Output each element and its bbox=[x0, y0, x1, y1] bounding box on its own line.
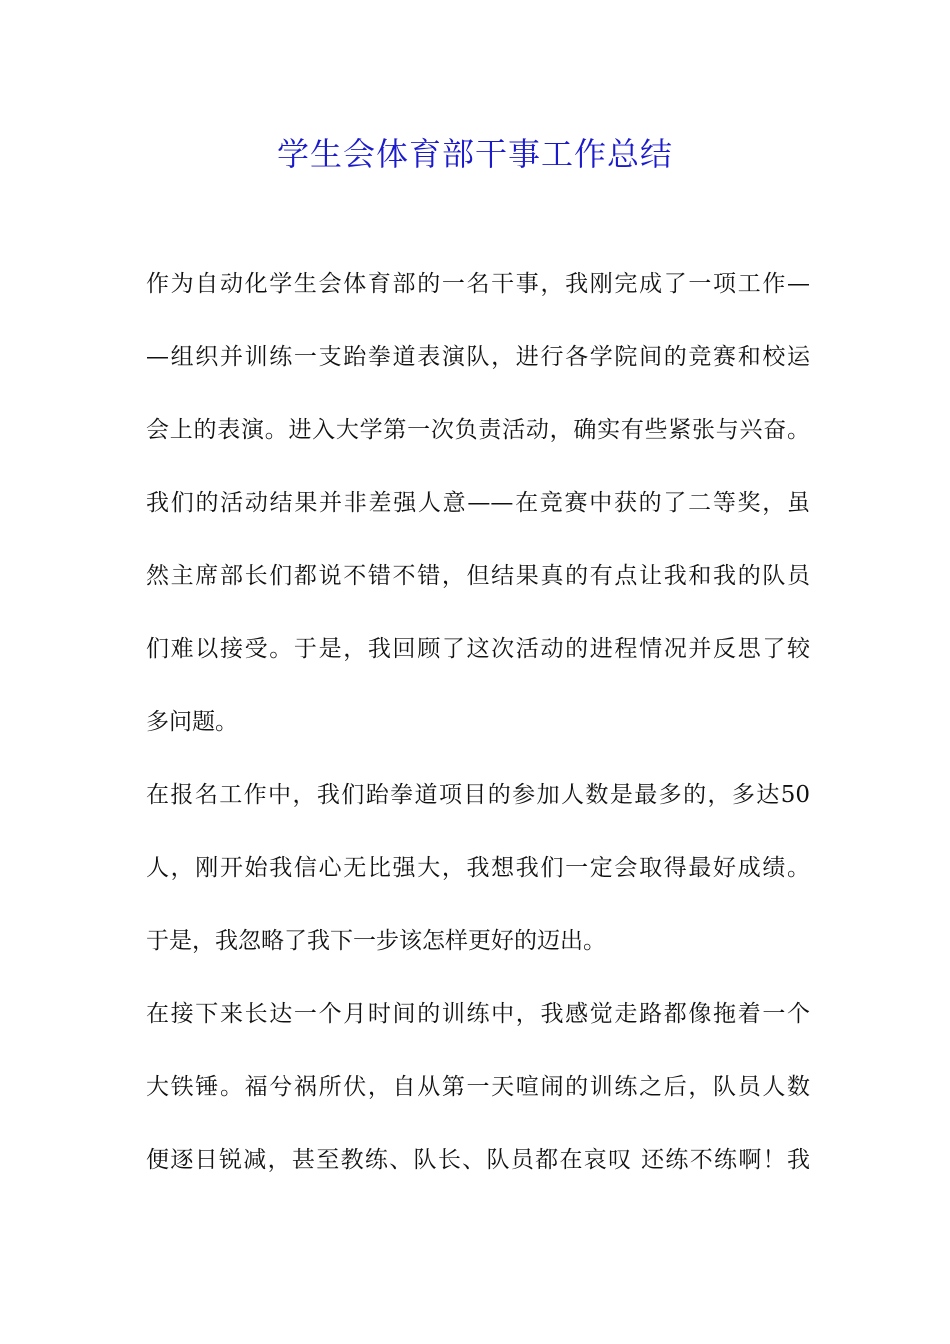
text-line: 我们的活动结果并非差强人意——在竞赛中获的了二等奖，虽 bbox=[146, 490, 810, 516]
paragraph-3 bbox=[146, 992, 810, 1211]
text-line: 在报名工作中，我们跆拳道项目的参加人数是最多的，多达50 bbox=[146, 782, 810, 808]
document-title: 学生会体育部干事工作总结 bbox=[276, 135, 673, 173]
document-body bbox=[146, 262, 810, 1211]
text-line: 会上的表演。进入大学第一次负责活动，确实有些紧张与兴奋。 bbox=[146, 417, 810, 443]
text-line: 然主席部长们都说不错不错，但结果真的有点让我和我的队员 bbox=[146, 563, 810, 589]
text-line: 作为自动化学生会体育部的一名干事，我刚完成了一项工作— bbox=[146, 271, 810, 297]
text-line: 在接下来长达一个月时间的训练中，我感觉走路都像拖着一个 bbox=[146, 1001, 810, 1027]
paragraph-1 bbox=[146, 262, 810, 773]
text-line: 大铁锤。福兮祸所伏，自从第一天喧闹的训练之后，队员人数 bbox=[146, 1074, 810, 1100]
text-line: 便逐日锐减，甚至教练、队长、队员都在哀叹 还练不练啊！我 bbox=[146, 1147, 810, 1173]
text-line: 们难以接受。于是，我回顾了这次活动的进程情况并反思了较 bbox=[146, 636, 810, 662]
text-line: 多问题。 bbox=[146, 709, 238, 735]
text-line: 人，刚开始我信心无比强大，我想我们一定会取得最好成绩。 bbox=[146, 855, 810, 881]
paragraph-2 bbox=[146, 773, 810, 992]
text-line: 于是，我忽略了我下一步该怎样更好的迈出。 bbox=[146, 928, 606, 954]
text-line: —组织并训练一支跆拳道表演队，进行各学院间的竞赛和校运 bbox=[146, 344, 810, 370]
